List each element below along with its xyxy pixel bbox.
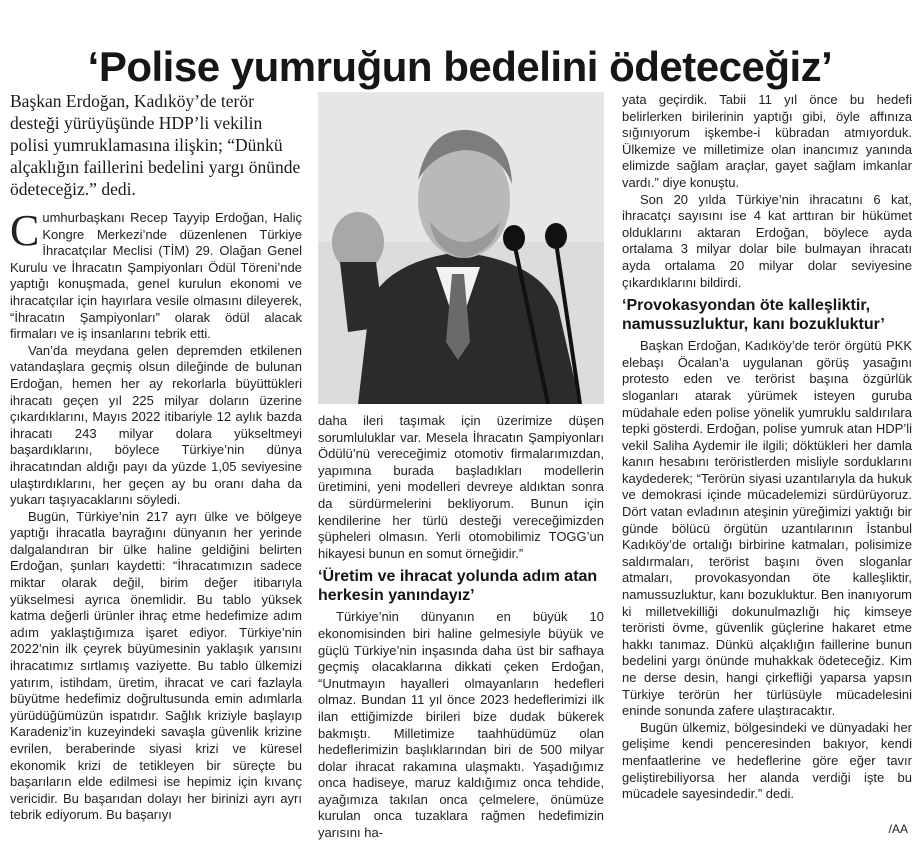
body-paragraph: yata geçirdik. Tabii 11 yıl önce bu hedefi belirlerken birilerinin yaptığı gibi, öyle affınıza sığınıyorum işkembe-i kübradan atmıyorduk. Ülkemize ve milletimize olan inancımız yanında elimizde sağlam araçlar, gayet sağlam imkanlar vardı.” diye konuştu. (622, 92, 912, 190)
body-paragraph: Türkiye’nin dünyanın en büyük 10 ekonomisinden biri haline gelmesiyle büyük ve güçlü Türkiye’nin inşasında daha üst bir safhaya geçmiş olacaklarına dikkati çeken Erdoğan, “Unutmayın hayalleri olmayanların hedefleri olmaz. Bundan 11 yıl önce 2023 hedeflerimizi ilk ilan ettiğimizde birileri bize dudak bükerek bakmıştı. Milletimize taahhüdümüz olan hedeflerimizin başlıklarından biri de 500 milyar dolar ihracat rakamına ulaşmaktı. Yaşadığımız onca hadiseye, maruz kaldığımız onca tehdide, ayağımıza takılan onca çelmelere, önümüze kurulan onca tuzaklara rağmen hedefimizin yarısını ha- (318, 609, 604, 841)
article-deck: Başkan Erdoğan, Kadıköy’de terör desteği yürüyüşünde HDP’li vekilin polisi yumruklamasına ilişkin; “Dünkü alçaklığın faillerini bedelini yargı önünde ödeteceğiz.” dedi. (10, 91, 301, 199)
headline: ‘Polise yumruğun bedelini ödeteceğiz’ (87, 43, 833, 91)
article-column-2 (318, 413, 604, 842)
source-credit: /AA (888, 822, 908, 836)
article-column-1 (10, 206, 302, 824)
body-paragraph: Cumhurbaşkanı Recep Tayyip Erdoğan, Haliç Kongre Merkezi’nde düzenlenen Türkiye İhracatçılar Meclisi (TİM) 29. Olağan Genel Kurulu ve İhracatın Şampiyonları Ödül Töreni’nde yaptığı konuşmada, genel kurulun ekonomi ve ihracatçılar için hayırlara vesile olmasını dileyerek, “İhracatın Şampiyonları” olarak ödül alacak firmaları ve iş insanlarını tebrik etti. (10, 206, 302, 342)
body-paragraph: Bugün ülkemiz, bölgesindeki ve dünyadaki her gelişime kendi penceresinden bakıyor, kendi menfaatlerine ve hedeflerine göre eğer tavır geliştirebiliyorsa her alanda verdiği işte bu mücadele sayesindedir.” dedi. (622, 719, 912, 802)
body-paragraph: Son 20 yılda Türkiye’nin ihracatını 6 kat, ihracatçı sayısını ise 4 kat arttıran bir hükümet olduklarını aktaran Erdoğan, böylece ayda ortalama 3 milyar dolar bile bulmayan ihracatı ayda ortalama 20 milyar dolar seviyesine çıkardıklarını bildirdi. (622, 191, 912, 290)
body-paragraph: Başkan Erdoğan, Kadıköy’de terör örgütü PKK elebaşı Öcalan’a uygulanan görüş yasağını protesto eden ve terörist başına özgürlük sloganları atarak yürümek isteyen guruba müdahale eden polise yönelik yumruklu saldırılara tepki gösterdi. Erdoğan, polise yumruk atan HDP’li vekil Saliha Aydemir ile ilgili; döktükleri her damla kanın hesabını teröristlerden misliyle sorduklarını kaydederek; “Terörün siyasi uzantılarıyla da hukuk ve demokrasi içinde mücadelemizi sürdürüyoruz. Dört vatan evladının ateşinin yüreğimizi yaktığı bir günde bölücü örgütün uzantılarının İstanbul Kadıköy’de ortalığı birbirine katmaları, polisimize saldırmaları, terörist başını öven sloganlar atmaları, provokasyondan öte kalleşliktir, namussuzluktur, kanı bozukluktur. Ben inanıyorum ki milletvekilliği dokunulmazlığı hiç kimseye teröristi övme, güvenlik güçlerine hakaret etme hakkı tanımaz. Dünkü alçaklığın faillerine bunun bedelini yargı önünde muhakkak ödeteceğiz. Kim ne derse desin, hangi çirkefliği yaparsa yapsın Türkiye terörün her türlüsüyle mücadelesini eninde sonunda zafere ulaştıracaktır. (622, 338, 912, 719)
body-paragraph: daha ileri taşımak için üzerimize düşen sorumluluklar var. Mesela İhracatın Şampiyonları Ödülü’nü vereceğimiz otomotiv firmalarımızdan, yapımına burada başladıkları modellerin üretimini, yeni modelleri devreye aldıktan sonra da sürdürmelerini bekliyorum. Bunun için kendilerine her türlü desteği vereceğimizden şüpheleri olmasın. Yerli otomobilimiz TOGG’un hikayesi bunun en somut örneğidir.” (318, 413, 604, 561)
body-paragraph: Bugün, Türkiye’nin 217 ayrı ülke ve bölgeye yaptığı ihracatla bayrağını dünyanın her yerinde dalgalandıran bir ülke haline geldiğini belirten Erdoğan, şunları kaydetti: “İhracatımızın sadece miktar olarak değil, birim değer itibarıyla yükselmesi ayrıca önemlidir. Bu tablo yüksek katma değerli ürünler ihraç etme hedefimize adım adım yaklaştığımıza işaret ediyor. Türkiye’nin 2022’nin ilk çeyrek büyümesinin yaklaşık yarısını ihracatımız sırtlamış vaziyette. Bu tablo ülkemizi yatırım, istihdam, üretim, ihracat ve cari fazlayla büyütme hedefimiz doğrultusunda emin adımlarla yürüdüğümüzün ispatıdır. Sağlık kriziyle başlayıp Karadeniz’in kuzeyindeki savaşla güvenlik krizine evrilen, beraberinde siyasi krizi ve küresel ekonomik krizi de tetikleyen bir süreçte bu başarıların elde edilmesi ise hepimiz için kıvanç vericidir. Bu başarıdan dolayı her birinizi ayrı ayrı tebrik ediyorum. Bu başarıyı (10, 508, 302, 823)
article-column-3 (622, 92, 912, 803)
drop-cap: C (10, 206, 40, 255)
section-subhead: ‘Üretim ve ihracat yolunda adım atan herkesin yanındayız’ (318, 568, 598, 605)
speaker-photo-illustration (318, 92, 604, 404)
body-paragraph: Van’da meydana gelen depremden etkilenen vatandaşlara geçmiş olsun dileğinde de bulunan Erdoğan, hemen her ay rekorlarla büyüttükleri ihracatı geçen yıl 225 milyar doların üzerine çıkardıklarını, Mayıs 2022 itibariyle 12 aylık bazda ihracatı 243 milyar dolara yükseltmeyi başardıklarını, böylece Türkiye’nin dünya ihracatından aldığı payı da yüzde 1,05 seviyesine ulaştırdıklarını, her geçen ay bu oranı daha da yukarı taşıyacaklarını söyledi. (10, 342, 302, 508)
news-photo (318, 92, 604, 404)
section-subhead: ‘Provokasyondan öte kalleşliktir, namussuzluktur, kanı bozukluktur’ (622, 297, 885, 334)
